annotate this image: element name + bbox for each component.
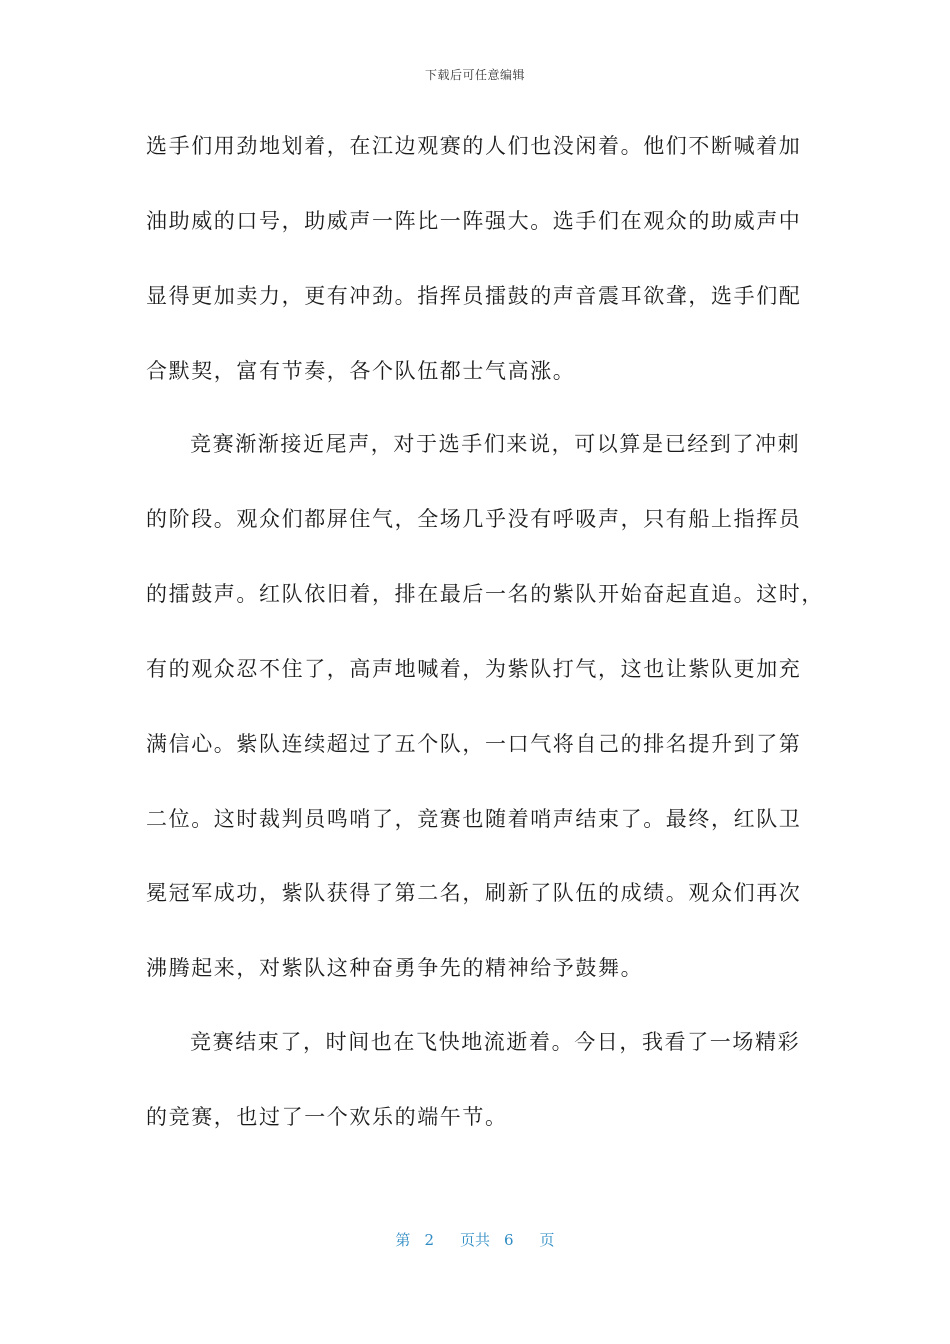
footer-suffix: 页 [539, 1231, 555, 1249]
current-page-number: 2 [424, 1231, 434, 1249]
paragraph-2-line-5: 满信心。紫队连续超过了五个队，一口气将自己的排名提升到了第 [146, 732, 802, 756]
paragraph-3-line-2: 的竞赛，也过了一个欢乐的端午节。 [146, 1105, 508, 1129]
footer-middle: 页共 [459, 1231, 490, 1249]
paragraph-2-line-3: 的擂鼓声。红队依旧着，排在最后一名的紫队开始奋起直追。这时， [146, 582, 824, 606]
paragraph-2-line-4: 有的观众忍不住了，高声地喊着，为紫队打气，这也让紫队更加充 [146, 657, 802, 681]
paragraph-2-line-6: 二位。这时裁判员鸣哨了，竞赛也随着哨声结束了。最终，红队卫 [146, 807, 802, 831]
paragraph-2-line-7: 冕冠军成功，紫队获得了第二名，刷新了队伍的成绩。观众们再次 [146, 881, 802, 905]
paragraph-1-line-2: 油助威的口号，助威声一阵比一阵强大。选手们在观众的助威声中 [146, 209, 802, 233]
paragraph-3-line-1: 竞赛结束了，时间也在飞快地流逝着。今日，我看了一场精彩 [190, 1030, 801, 1054]
paragraph-1-line-4: 合默契，富有节奏，各个队伍都士气高涨。 [146, 359, 576, 383]
paragraph-2-line-2: 的阶段。观众们都屏住气，全场几乎没有呼吸声，只有船上指挥员 [146, 507, 802, 531]
total-pages-number: 6 [504, 1231, 514, 1249]
page-header: 下载后可任意编辑 [424, 68, 525, 82]
paragraph-2-line-8: 沸腾起来，对紫队这种奋勇争先的精神给予鼓舞。 [146, 956, 644, 980]
page-number-footer [0, 1229, 950, 1250]
footer-prefix: 第 [395, 1231, 411, 1249]
paragraph-1-line-3: 显得更加卖力，更有冲劲。指挥员擂鼓的声音震耳欲聋，选手们配 [146, 284, 802, 308]
paragraph-2-line-1: 竞赛渐渐接近尾声，对于选手们来说，可以算是已经到了冲刺 [190, 432, 801, 456]
paragraph-1-line-1: 选手们用劲地划着，在江边观赛的人们也没闲着。他们不断喊着加 [146, 134, 802, 158]
